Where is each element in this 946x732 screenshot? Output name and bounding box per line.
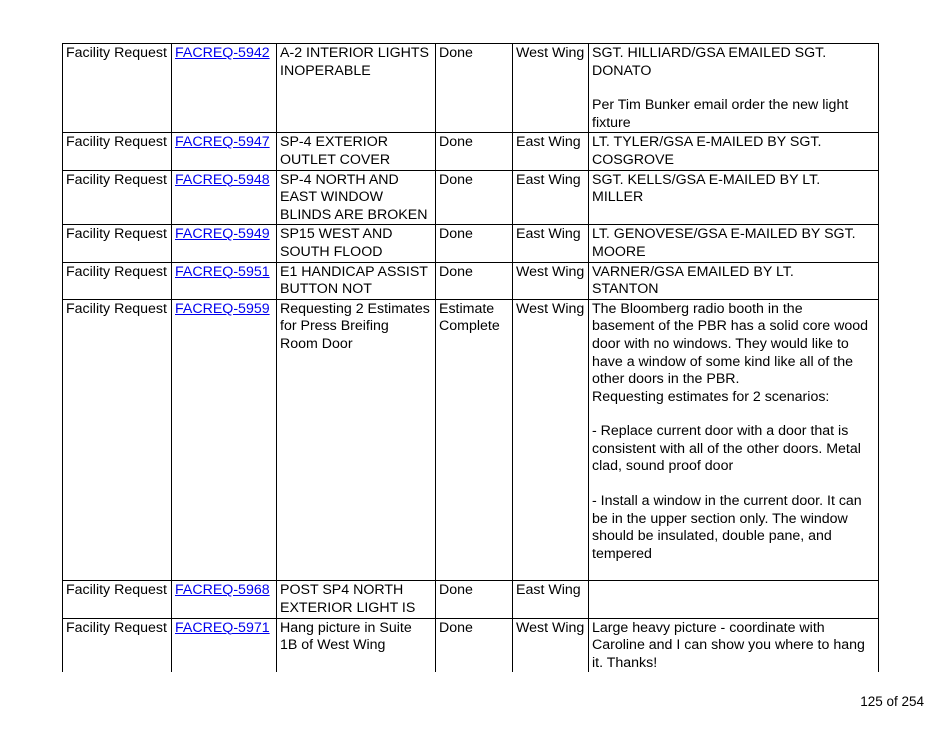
table-body [63, 44, 879, 673]
cell-line: LT. TYLER/GSA E-MAILED BY SGT. [592, 134, 822, 151]
cell-line: SP-4 NORTH AND [280, 171, 399, 188]
table-row [63, 299, 879, 581]
cell-line: SGT. KELLS/GSA E-MAILED BY LT. [592, 171, 821, 188]
cell-line [592, 406, 876, 423]
cell-line: for Press Breifing [280, 318, 389, 335]
cell-line: Requesting estimates for 2 scenarios: [592, 388, 830, 405]
cell-line: LT. GENOVESE/GSA E-MAILED BY SGT. [592, 226, 856, 243]
cell-line: - Install a window in the current door. It can [592, 493, 862, 510]
cell-line: SOUTH FLOOD [280, 243, 383, 260]
cell-line [592, 80, 876, 97]
summary-cell [277, 225, 436, 262]
request-type-cell: Facility Request [63, 170, 172, 225]
cell-line: consistent with all of the other doors. Metal [592, 440, 861, 457]
status-cell [436, 170, 513, 225]
cell-line: tempered [592, 545, 652, 562]
notes-cell [589, 299, 879, 581]
summary-cell [277, 44, 436, 133]
status-cell [436, 225, 513, 262]
request-type-cell: Facility Request [63, 133, 172, 170]
cell-line: other doors in the PBR. [592, 371, 740, 388]
location-cell: East Wing [513, 581, 589, 618]
status-cell [436, 133, 513, 170]
cell-line: Done [439, 171, 473, 188]
cell-line: SGT. HILLIARD/GSA EMAILED SGT. [592, 45, 827, 61]
cell-line: A-2 INTERIOR LIGHTS [280, 45, 429, 61]
cell-line: SP15 WEST AND [280, 226, 393, 243]
request-key-cell [172, 581, 277, 618]
notes-cell [589, 133, 879, 170]
location-cell: East Wing [513, 225, 589, 262]
summary-cell [277, 618, 436, 672]
notes-cell [589, 225, 879, 262]
cell-line: Large heavy picture - coordinate with [592, 619, 825, 636]
cell-line: be in the upper section only. The window [592, 510, 848, 527]
cell-line: Room Door [280, 335, 353, 352]
cell-line: door with no windows. They would like to [592, 335, 849, 352]
request-key-link[interactable]: FACREQ-5968 [175, 582, 270, 599]
cell-line: Requesting 2 Estimates [280, 300, 430, 317]
cell-line: EAST WINDOW [280, 189, 383, 206]
cell-line [592, 563, 876, 580]
request-type-cell: Facility Request [63, 44, 172, 133]
request-key-link[interactable]: FACREQ-5951 [175, 263, 270, 280]
cell-line: it. Thanks! [592, 654, 658, 671]
table-row [63, 581, 879, 618]
request-type-cell: Facility Request [63, 225, 172, 262]
notes-cell [589, 170, 879, 225]
request-key-cell [172, 133, 277, 170]
cell-line: Done [439, 134, 473, 151]
notes-cell [589, 44, 879, 133]
request-key-cell [172, 618, 277, 672]
request-type-cell: Facility Request [63, 299, 172, 581]
table-row [63, 133, 879, 170]
cell-line: VARNER/GSA EMAILED BY LT. [592, 263, 794, 280]
location-cell: West Wing [513, 618, 589, 672]
cell-line: POST SP4 NORTH [280, 582, 404, 599]
cell-line: Done [439, 263, 473, 280]
cell-line [592, 476, 876, 493]
request-key-cell [172, 44, 277, 133]
summary-cell [277, 581, 436, 618]
request-key-cell [172, 170, 277, 225]
request-key-link[interactable]: FACREQ-5971 [175, 619, 270, 636]
cell-line: Caroline and I can show you where to hang [592, 637, 865, 654]
summary-cell [277, 170, 436, 225]
cell-line: INOPERABLE [280, 62, 371, 79]
table-row [63, 170, 879, 225]
request-key-link[interactable]: FACREQ-5947 [175, 134, 270, 151]
cell-line: Done [439, 45, 473, 61]
status-cell [436, 262, 513, 299]
table-row [63, 44, 879, 133]
request-type-cell: Facility Request [63, 581, 172, 618]
cell-line: DONATO [592, 62, 652, 79]
cell-line: Hang picture in Suite [280, 619, 412, 636]
page-number: 125 of 254 [860, 694, 924, 709]
location-cell: West Wing [513, 299, 589, 581]
cell-line: Done [439, 226, 473, 243]
request-key-link[interactable]: FACREQ-5949 [175, 226, 270, 243]
cell-line: have a window of some kind like all of the [592, 353, 854, 370]
table-row [63, 225, 879, 262]
cell-line: E1 HANDICAP ASSIST [280, 263, 428, 280]
cell-line: Done [439, 619, 473, 636]
cell-line: clad, sound proof door [592, 458, 734, 475]
cell-line: Per Tim Bunker email order the new light [592, 97, 849, 114]
cell-line: COSGROVE [592, 151, 674, 168]
cell-line: - Replace current door with a door that is [592, 423, 849, 440]
location-cell: East Wing [513, 170, 589, 225]
request-key-cell [172, 262, 277, 299]
cell-line: 1B of West Wing [280, 637, 386, 654]
status-cell [436, 618, 513, 672]
cell-line: Estimate [439, 300, 495, 317]
cell-line: OUTLET COVER [280, 151, 391, 168]
table-row [63, 618, 879, 672]
cell-line: MILLER [592, 189, 644, 206]
cell-line: fixture [592, 114, 631, 131]
status-cell [436, 44, 513, 133]
status-cell [436, 299, 513, 581]
notes-cell [589, 581, 879, 618]
location-cell: East Wing [513, 133, 589, 170]
status-cell [436, 581, 513, 618]
cell-line: MOORE [592, 243, 646, 260]
summary-cell [277, 133, 436, 170]
table-row [63, 262, 879, 299]
request-type-cell: Facility Request [63, 618, 172, 672]
notes-cell [589, 262, 879, 299]
request-key-cell [172, 299, 277, 581]
request-key-link[interactable]: FACREQ-5959 [175, 300, 270, 317]
cell-line: BLINDS ARE BROKEN [280, 206, 428, 223]
location-cell: West Wing [513, 262, 589, 299]
cell-line: EXTERIOR LIGHT IS [280, 600, 416, 617]
request-key-link[interactable]: FACREQ-5942 [175, 45, 270, 61]
cell-line: STANTON [592, 281, 659, 298]
summary-cell [277, 262, 436, 299]
cell-line: Done [439, 582, 473, 599]
cell-line: should be insulated, double pane, and [592, 528, 832, 545]
summary-cell [277, 299, 436, 581]
cell-line: The Bloomberg radio booth in the [592, 300, 803, 317]
notes-cell [589, 618, 879, 672]
request-key-cell [172, 225, 277, 262]
cell-line: Complete [439, 318, 500, 335]
cell-line: SP-4 EXTERIOR [280, 134, 389, 151]
location-cell: West Wing [513, 44, 589, 133]
cell-line: BUTTON NOT [280, 281, 372, 298]
request-type-cell: Facility Request [63, 262, 172, 299]
cell-line: basement of the PBR has a solid core wood [592, 318, 869, 335]
facility-request-table [62, 43, 879, 672]
request-key-link[interactable]: FACREQ-5948 [175, 171, 270, 188]
